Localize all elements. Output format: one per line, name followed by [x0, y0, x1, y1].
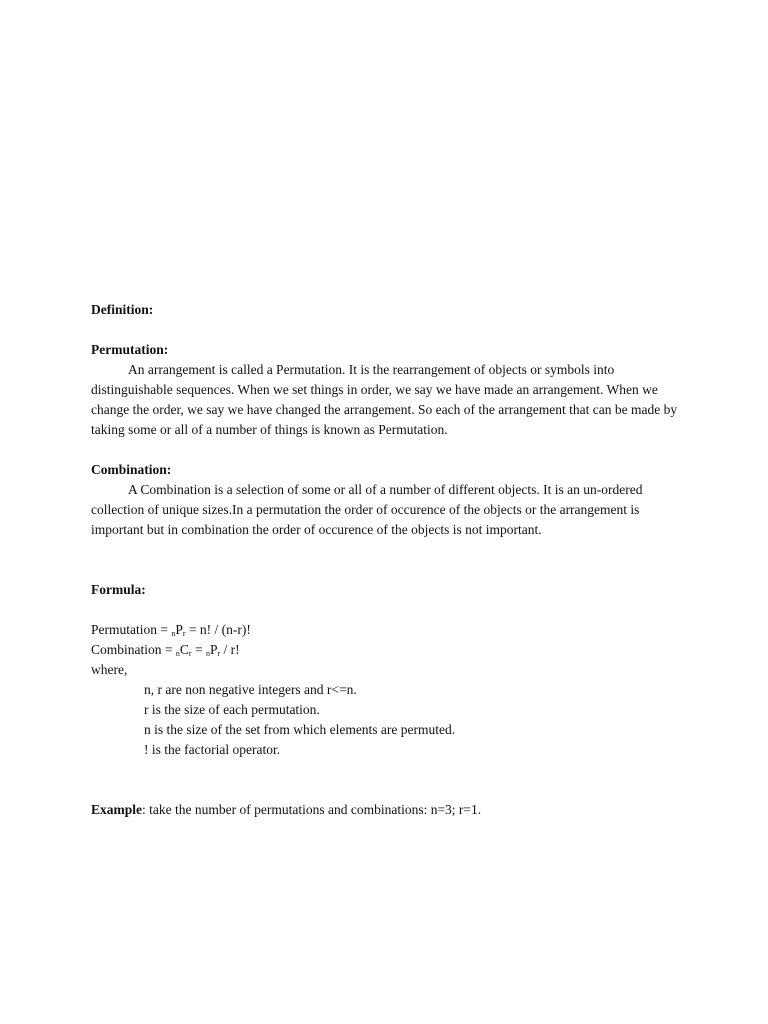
permutation-heading: Permutation: — [91, 342, 169, 357]
formula-heading: Formula: — [91, 582, 146, 597]
example-label: Example — [91, 802, 143, 817]
where-label: where, — [91, 662, 128, 677]
document-body — [91, 300, 681, 820]
formula-note: ! is the factorial operator. — [144, 742, 281, 757]
formula-note: r is the size of each permutation. — [144, 702, 320, 717]
formula-note: n is the size of the set from which elements are permuted. — [144, 722, 456, 737]
definition-heading: Definition: — [91, 302, 154, 317]
example-text: : take the number of permutations and combinations: n=3; r=1. — [142, 802, 482, 817]
permutation-formula: Permutation = $_nP_r = n$! / (n-r)! — [91, 622, 251, 638]
spacer — [91, 760, 681, 800]
spacer — [91, 440, 681, 460]
example-line — [91, 800, 681, 820]
combination-heading: Combination: — [91, 462, 172, 477]
spacer — [91, 540, 681, 580]
spacer — [91, 320, 681, 340]
permutation-paragraph: An arrangement is called a Permutation. It is the rearrangement of objects or symbols into distinguishable sequences. When we set things in order, we say we have made an arrangement. When we change the order, we say we have changed the arrangement. So each of the arrangement that can be made by taking some or all of a number of things is known as Permutation. — [91, 362, 678, 437]
formula-note: n, r are non negative integers and r<=n. — [144, 682, 357, 697]
spacer — [91, 600, 681, 620]
combination-formula: Combination = $_nC_r = _nP_r / r$! — [91, 642, 240, 658]
combination-paragraph: A Combination is a selection of some or all of a number of different objects. It is an un-ordered collection of unique sizes.In a permutation the order of occurence of the objects or the arrangement is important but in combination the order of occurence of the objects is not important. — [91, 482, 643, 537]
